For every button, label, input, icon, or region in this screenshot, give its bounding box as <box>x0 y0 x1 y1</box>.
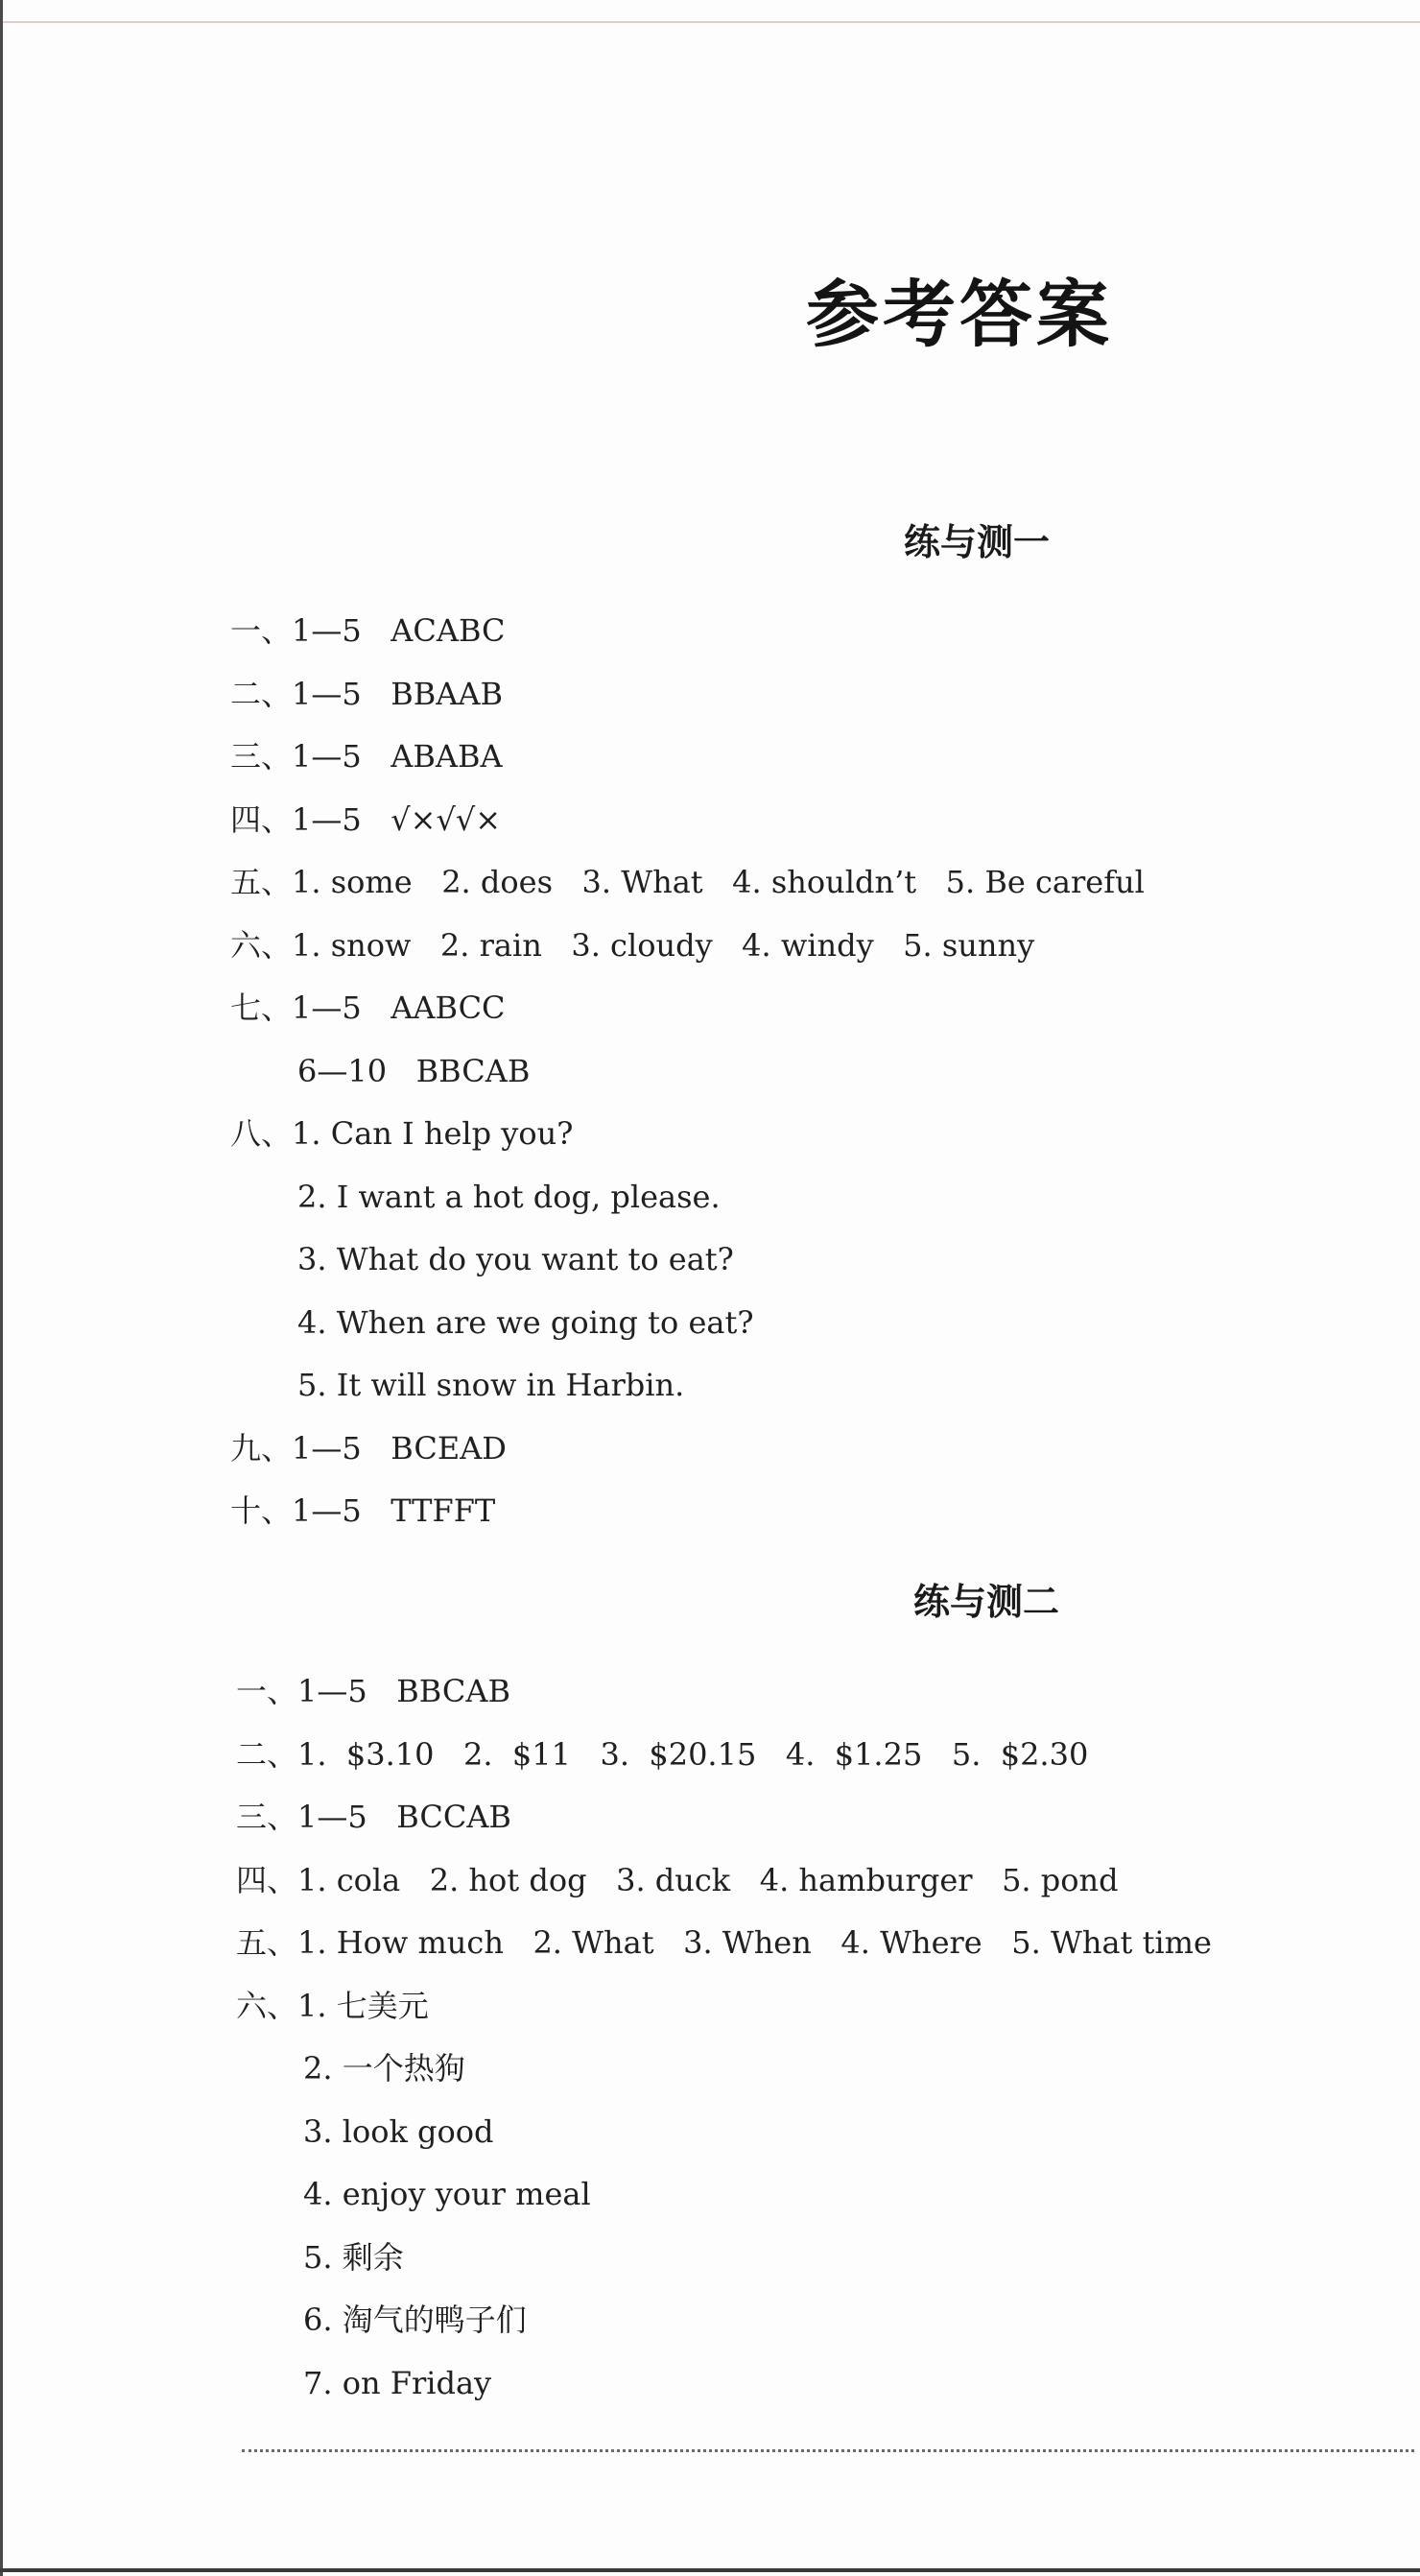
bottom-rule <box>0 2568 1420 2572</box>
answer-line: 一、1—5 BBCAB <box>236 1673 510 1709</box>
answer-line: 3. look good <box>303 2113 494 2150</box>
section-heading-2: 练与测二 <box>913 1580 1060 1623</box>
answer-line: 2. I want a hot dog, please. <box>297 1179 721 1215</box>
answer-line: 四、1. cola 2. hot dog 3. duck 4. hamburger 5. pond <box>236 1862 1119 1898</box>
answer-line: 十、1—5 TTFFT <box>230 1492 496 1529</box>
answer-line: 6—10 BBCAB <box>297 1053 531 1089</box>
answer-line: 二、1. $3.10 2. $11 3. $20.15 4. $1.25 5. $2.30 <box>236 1736 1089 1773</box>
answer-line: 2. 一个热狗 <box>303 2050 465 2087</box>
answer-line: 6. 淘气的鸭子们 <box>303 2302 527 2338</box>
answer-line: 六、1. snow 2. rain 3. cloudy 4. windy 5. sunny <box>230 927 1035 964</box>
answer-line: 7. on Friday <box>303 2365 492 2401</box>
answer-line: 八、1. Can I help you? <box>230 1115 574 1152</box>
answer-line: 三、1—5 BCCAB <box>236 1799 511 1835</box>
answer-line: 4. enjoy your meal <box>303 2176 591 2212</box>
answer-line: 4. When are we going to eat? <box>297 1304 754 1341</box>
answer-line: 二、1—5 BBAAB <box>230 676 504 712</box>
answer-line: 五、1. some 2. does 3. What 4. shouldn’t 5. Be careful <box>230 864 1145 900</box>
answer-line: 5. It will snow in Harbin. <box>297 1367 685 1403</box>
answer-line: 5. 剩余 <box>303 2239 404 2276</box>
answer-line: 九、1—5 BCEAD <box>230 1430 507 1467</box>
left-page-edge <box>0 0 3 2576</box>
section-heading-1: 练与测一 <box>904 520 1051 563</box>
page-title: 参考答案 <box>806 272 1113 357</box>
top-rule <box>0 21 1420 23</box>
answer-line: 五、1. How much 2. What 3. When 4. Where 5. What time <box>236 1924 1212 1961</box>
answer-line: 一、1—5 ACABC <box>230 612 506 649</box>
dotted-divider <box>242 2449 1414 2452</box>
answer-line: 六、1. 七美元 <box>236 1988 429 2024</box>
answer-line: 四、1—5 √×√√× <box>230 801 502 838</box>
answer-line: 3. What do you want to eat? <box>297 1241 734 1277</box>
answer-line: 三、1—5 ABABA <box>230 738 503 775</box>
answer-line: 七、1—5 AABCC <box>230 990 506 1026</box>
